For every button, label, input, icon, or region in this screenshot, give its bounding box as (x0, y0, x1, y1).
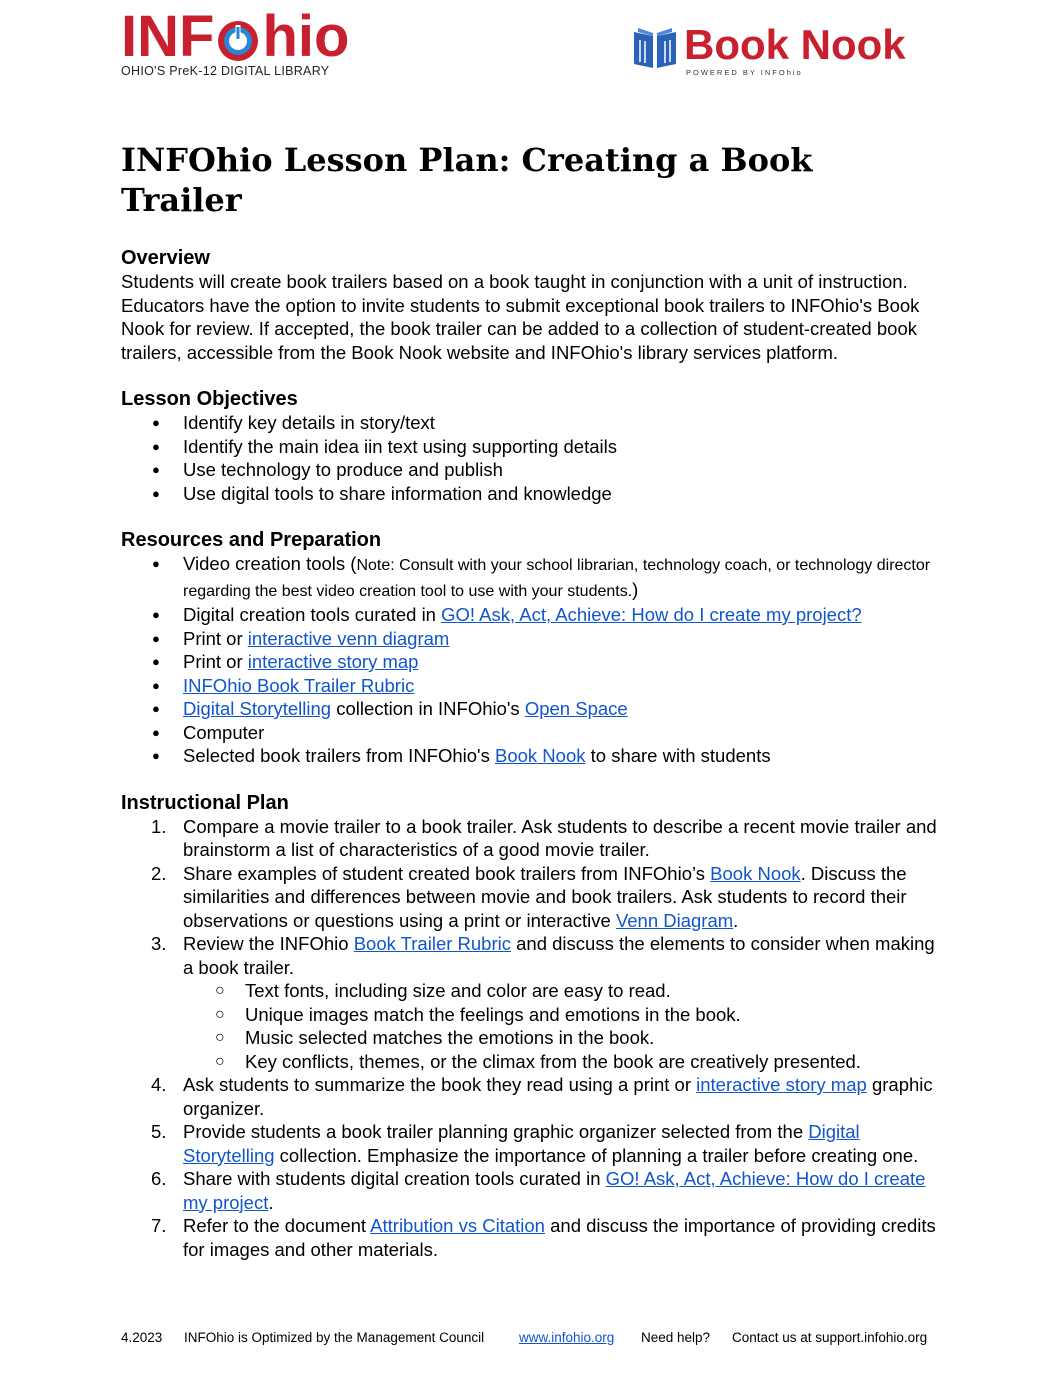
plan-steps (121, 815, 941, 1262)
footer-contact: Contact us at support.infohio.org (732, 1330, 928, 1345)
resource-text: collection in INFOhio's (331, 698, 525, 719)
step-number: 1. (151, 815, 167, 837)
list-item (183, 674, 941, 698)
digital-storytelling-link[interactable]: Digital Storytelling (183, 698, 332, 719)
plan-step (151, 862, 941, 933)
step-text: . (268, 1191, 274, 1213)
resources-list (121, 552, 941, 768)
venn-diagram-link[interactable]: interactive venn diagram (247, 627, 450, 649)
plan-section (121, 791, 941, 1262)
digital-storytelling-link[interactable]: Digital Storytelling (183, 1121, 860, 1166)
footer-date: 4.2023 (121, 1330, 163, 1345)
story-map-link[interactable]: interactive story map (247, 651, 419, 672)
step-text: collection. Emphasize the importance of planning a trailer before creating one. (274, 1144, 919, 1166)
list-item: ○ Music selected matches the emotions in the book. (245, 1026, 941, 1050)
resource-text: Selected book trailers from INFOhio's (183, 745, 495, 766)
go-create-project-link[interactable]: GO! Ask, Act, Achieve: How do I create my project? (441, 604, 862, 625)
list-item (183, 697, 941, 721)
list-item: ○ Key conflicts, themes, or the climax from the book are creatively presented. (245, 1050, 941, 1074)
infohio-logo[interactable] (121, 4, 361, 80)
step-text: . Discuss the similarities and differences between movie and book trailers. Ask students to record their observations or questions using a print or interactive (183, 862, 907, 931)
page-title: INFOhio Lesson Plan: Creating a Book Trailer (121, 141, 813, 219)
list-item: ● Identify key details in story/text (183, 411, 941, 435)
website-link[interactable]: www.infohio.org (519, 1330, 615, 1345)
overview-section (121, 246, 941, 364)
resource-text: Video creation tools ( (183, 553, 357, 574)
list-item (183, 744, 941, 768)
booknook-subtitle: POWERED BY INFOhio (686, 68, 803, 77)
resource-text: Print or (183, 627, 248, 649)
footer-help: Need help? (641, 1330, 711, 1345)
book-trailer-rubric-link[interactable]: INFOhio Book Trailer Rubric (183, 674, 415, 696)
plan-step (151, 815, 941, 862)
list-item: ● Use digital tools to share information and knowledge (183, 482, 941, 506)
go-create-project-link[interactable]: GO! Ask, Act, Achieve: How do I create my project (183, 1168, 926, 1213)
list-item: ● Computer (183, 721, 941, 745)
resource-text: to share with students (585, 745, 771, 766)
logo-text-left: INF (121, 4, 215, 69)
step-text: and discuss the importance of providing credits for images and other materials. (183, 1215, 936, 1260)
resource-text: ) (632, 578, 639, 600)
resource-note: Note: Consult with your school librarian, technology coach, or technology director regarding the best video creation tool to use with your students. (183, 557, 931, 600)
resource-text: Print or (183, 651, 248, 672)
overview-text: Students will create book trailers based on a book taught in conjunction with a unit of instruction. Educators have the option to invite students to submit exceptional book trailers to INFOhio's Book Nook for review. If accepted, the book trailer can be added to a collection of student-created book trailers, accessible from the Book Nook website and INFOhio's library services platform. (121, 271, 920, 363)
step-text: Share examples of student created book trailers from INFOhio’s (183, 862, 711, 884)
step-text: Share with students digital creation tools curated in (183, 1168, 606, 1189)
resource-text: Digital creation tools curated in (183, 604, 442, 625)
step-text: Refer to the document (183, 1215, 371, 1236)
plan-heading: Instructional Plan (121, 791, 289, 814)
infohio-wordmark (121, 4, 361, 69)
plan-step (151, 932, 941, 1073)
step-number: 7. (151, 1215, 167, 1236)
step-number: 3. (151, 933, 167, 954)
plan-step (151, 1214, 941, 1261)
document-body (121, 140, 941, 1284)
step-text: Provide students a book trailer planning graphic organizer selected from the (183, 1121, 809, 1142)
open-book-icon (632, 24, 678, 70)
book-trailer-rubric-link[interactable]: Book Trailer Rubric (353, 933, 511, 954)
list-item: ○ Unique images match the feelings and emotions in the book. (245, 1003, 941, 1027)
list-item (183, 627, 941, 651)
step-number: 4. (151, 1074, 167, 1095)
list-item (183, 650, 941, 674)
objectives-section (121, 387, 941, 505)
objectives-list (121, 411, 941, 505)
book-nook-link[interactable]: Book Nook (710, 862, 801, 884)
footer-optimized: INFOhio is Optimized by the Management Council (184, 1330, 485, 1345)
plan-step (151, 1167, 941, 1214)
logo-text-right: hio (262, 4, 350, 69)
story-map-link[interactable]: interactive story map (696, 1074, 867, 1095)
logo-tagline: OHIO'S PreK-12 DIGITAL LIBRARY (121, 64, 330, 78)
list-item: ● Use technology to produce and publish (183, 458, 941, 482)
power-icon (216, 15, 260, 59)
booknook-logo[interactable] (632, 21, 932, 77)
plan-step (151, 1073, 941, 1120)
list-item: ○ Text fonts, including size and color are easy to read. (245, 979, 941, 1003)
list-item: ● Identify the main idea iin text using supporting details (183, 435, 941, 459)
step-text: Ask students to summarize the book they read using a print or (183, 1074, 697, 1095)
step-text: Review the INFOhio (183, 933, 354, 954)
venn-diagram-link[interactable]: Venn Diagram (615, 909, 734, 931)
open-space-link[interactable]: Open Space (524, 698, 628, 719)
resources-section (121, 528, 941, 768)
step-number: 2. (151, 862, 167, 884)
list-item (183, 603, 941, 627)
resources-heading: Resources and Preparation (121, 529, 382, 551)
book-nook-link[interactable]: Book Nook (494, 745, 586, 766)
step-text: . (733, 909, 739, 931)
overview-heading: Overview (121, 247, 210, 269)
attribution-vs-citation-link[interactable]: Attribution vs Citation (370, 1215, 545, 1236)
step-text: graphic organizer. (183, 1074, 933, 1119)
objectives-heading: Lesson Objectives (121, 388, 298, 410)
page-footer (121, 1330, 941, 1345)
rubric-elements-list (183, 979, 941, 1073)
step-text: and discuss the elements to consider when making a book trailer. (183, 933, 935, 978)
plan-step (151, 1120, 941, 1167)
list-item (183, 552, 941, 603)
step-text: Compare a movie trailer to a book trailer. Ask students to describe a recent movie trailer and brainstorm a list of characteristics of a good movie trailer. (183, 815, 937, 860)
step-number: 6. (151, 1168, 167, 1189)
step-number: 5. (151, 1121, 167, 1142)
booknook-title: Book Nook (684, 21, 906, 68)
